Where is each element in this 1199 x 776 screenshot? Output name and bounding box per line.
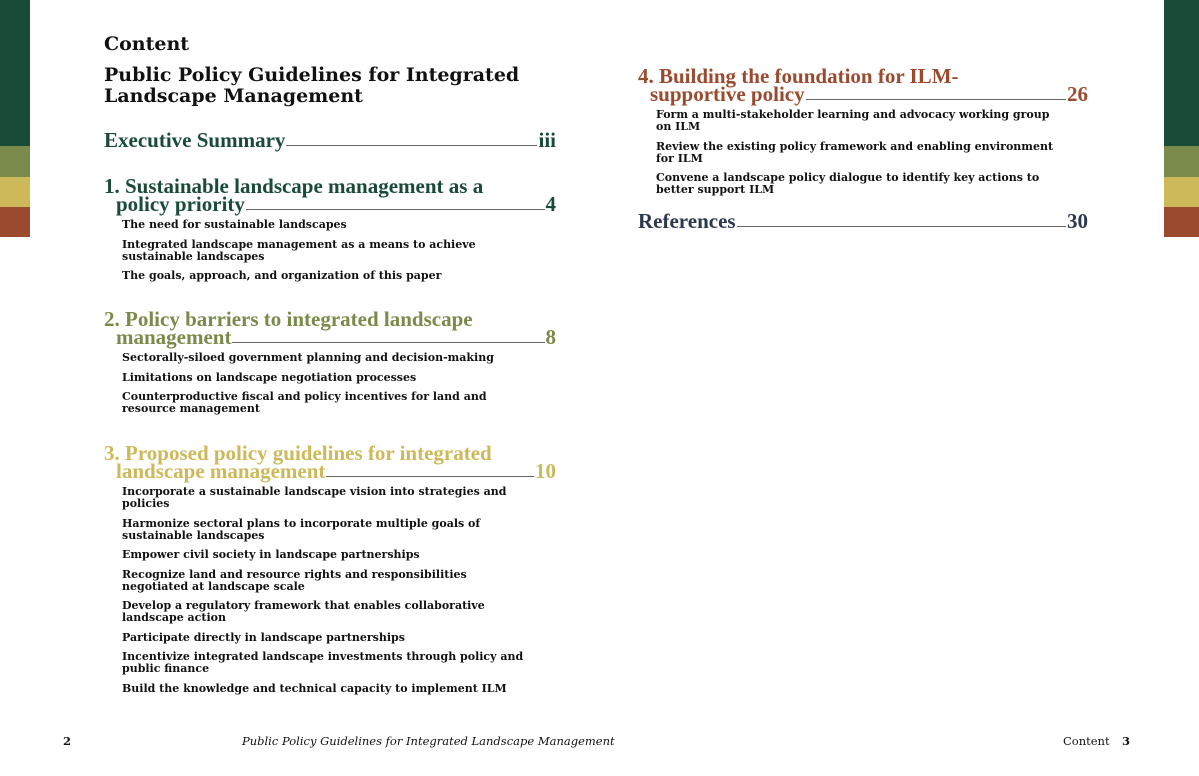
toc-subitem[interactable]: Incentivize integrated landscape investments through policy and public finance	[122, 650, 524, 675]
toc-subitem[interactable]: Empower civil society in landscape partnerships	[122, 548, 420, 561]
toc-heading-text: management	[116, 325, 232, 349]
toc-leader-line	[246, 209, 545, 210]
toc-subitem[interactable]: Sectorally-siloed government planning and decision-making	[122, 351, 494, 364]
toc-subitem[interactable]: Incorporate a sustainable landscape vision into strategies and policies	[122, 485, 507, 510]
toc-page-number: 10	[535, 459, 556, 483]
toc-subitem[interactable]: Convene a landscape policy dialogue to identify key actions to better support ILM	[656, 171, 1040, 196]
toc-subitem[interactable]: Recognize land and resource rights and responsibilities negotiated at landscape scale	[122, 567, 467, 593]
toc-page-number: 4	[545, 192, 556, 216]
toc-heading-text: Executive Summary	[104, 128, 286, 152]
color-band-yellow	[0, 177, 30, 207]
toc-subitems	[104, 352, 534, 415]
page-heading: Content	[104, 33, 190, 55]
toc-subitem[interactable]: Integrated landscape management as a means to achieve sustainable landscapes	[122, 237, 476, 263]
toc-leader-line	[232, 342, 544, 343]
toc-page-number: 30	[1067, 209, 1088, 233]
toc-subitem[interactable]: Form a multi-stakeholder learning and advocacy working group on ILM	[656, 108, 1050, 133]
toc-leader-line	[806, 99, 1066, 100]
color-band-olive	[0, 146, 30, 177]
toc-subitem[interactable]: Counterproductive fiscal and policy incentives for land and resource management	[122, 390, 487, 415]
color-band-rust	[0, 207, 30, 237]
toc-section	[104, 174, 556, 290]
document-title: Public Policy Guidelines for Integrated Landscape Management	[104, 64, 520, 107]
toc-subitem[interactable]: The goals, approach, and organization of this paper	[122, 269, 442, 282]
toc-subitem[interactable]: Harmonize sectoral plans to incorporate multiple goals of sustainable landscapes	[122, 516, 481, 542]
toc-heading[interactable]	[638, 64, 1088, 106]
toc-page-number: 8	[545, 325, 556, 349]
toc-section	[104, 441, 556, 702]
color-band-dark-green	[1164, 0, 1199, 146]
toc-section	[104, 307, 556, 423]
toc-subitems	[638, 109, 1066, 196]
toc-heading[interactable]	[104, 128, 556, 152]
toc-leader-line	[737, 226, 1066, 227]
toc-subitem[interactable]: Participate directly in landscape partnerships	[122, 630, 405, 644]
toc-heading[interactable]	[104, 307, 556, 349]
toc-subitem[interactable]: Develop a regulatory framework that enables collaborative landscape action	[122, 599, 485, 624]
toc-heading-line: 2. Policy barriers to integrated landscape	[104, 307, 473, 331]
toc-page-number: iii	[538, 128, 556, 152]
footer-page-number-left: 2	[63, 734, 72, 748]
toc-section	[104, 128, 556, 152]
color-band-rust	[1164, 207, 1199, 237]
toc-heading[interactable]	[638, 209, 1088, 233]
toc-subitems	[104, 219, 534, 282]
toc-section	[638, 209, 1088, 233]
toc-subitem[interactable]: Review the existing policy framework and enabling environment for ILM	[656, 139, 1054, 165]
toc-heading-text: policy priority	[116, 192, 245, 216]
toc-heading[interactable]	[104, 441, 556, 483]
color-band-olive	[1164, 146, 1199, 177]
footer-page-number-right: 3	[1122, 734, 1131, 748]
toc-heading-text: References	[638, 209, 736, 233]
footer-section-label: Content	[1063, 734, 1110, 748]
toc-heading-row	[638, 209, 1088, 233]
toc-heading-line: 1. Sustainable landscape management as a	[104, 174, 484, 198]
toc-heading-line: 4. Building the foundation for ILM-	[638, 64, 959, 88]
toc-heading-text: supportive policy	[650, 82, 805, 106]
toc-heading-text: landscape management	[116, 459, 326, 483]
toc-subitem[interactable]: Build the knowledge and technical capacity to implement ILM	[122, 681, 507, 695]
footer-document-title: Public Policy Guidelines for Integrated Landscape Management	[242, 734, 615, 748]
color-band-yellow	[1164, 177, 1199, 207]
toc-heading-row	[104, 128, 556, 152]
toc-section	[638, 64, 1088, 204]
toc-leader-line	[326, 476, 534, 477]
toc-heading[interactable]	[104, 174, 556, 216]
toc-heading-line: 3. Proposed policy guidelines for integrated	[104, 441, 492, 465]
toc-leader-line	[286, 145, 537, 146]
color-band-dark-green	[0, 0, 30, 146]
toc-subitems	[104, 486, 534, 695]
toc-page-number: 26	[1067, 82, 1088, 106]
toc-subitem[interactable]: The need for sustainable landscapes	[122, 218, 347, 231]
toc-subitem[interactable]: Limitations on landscape negotiation processes	[122, 370, 417, 384]
